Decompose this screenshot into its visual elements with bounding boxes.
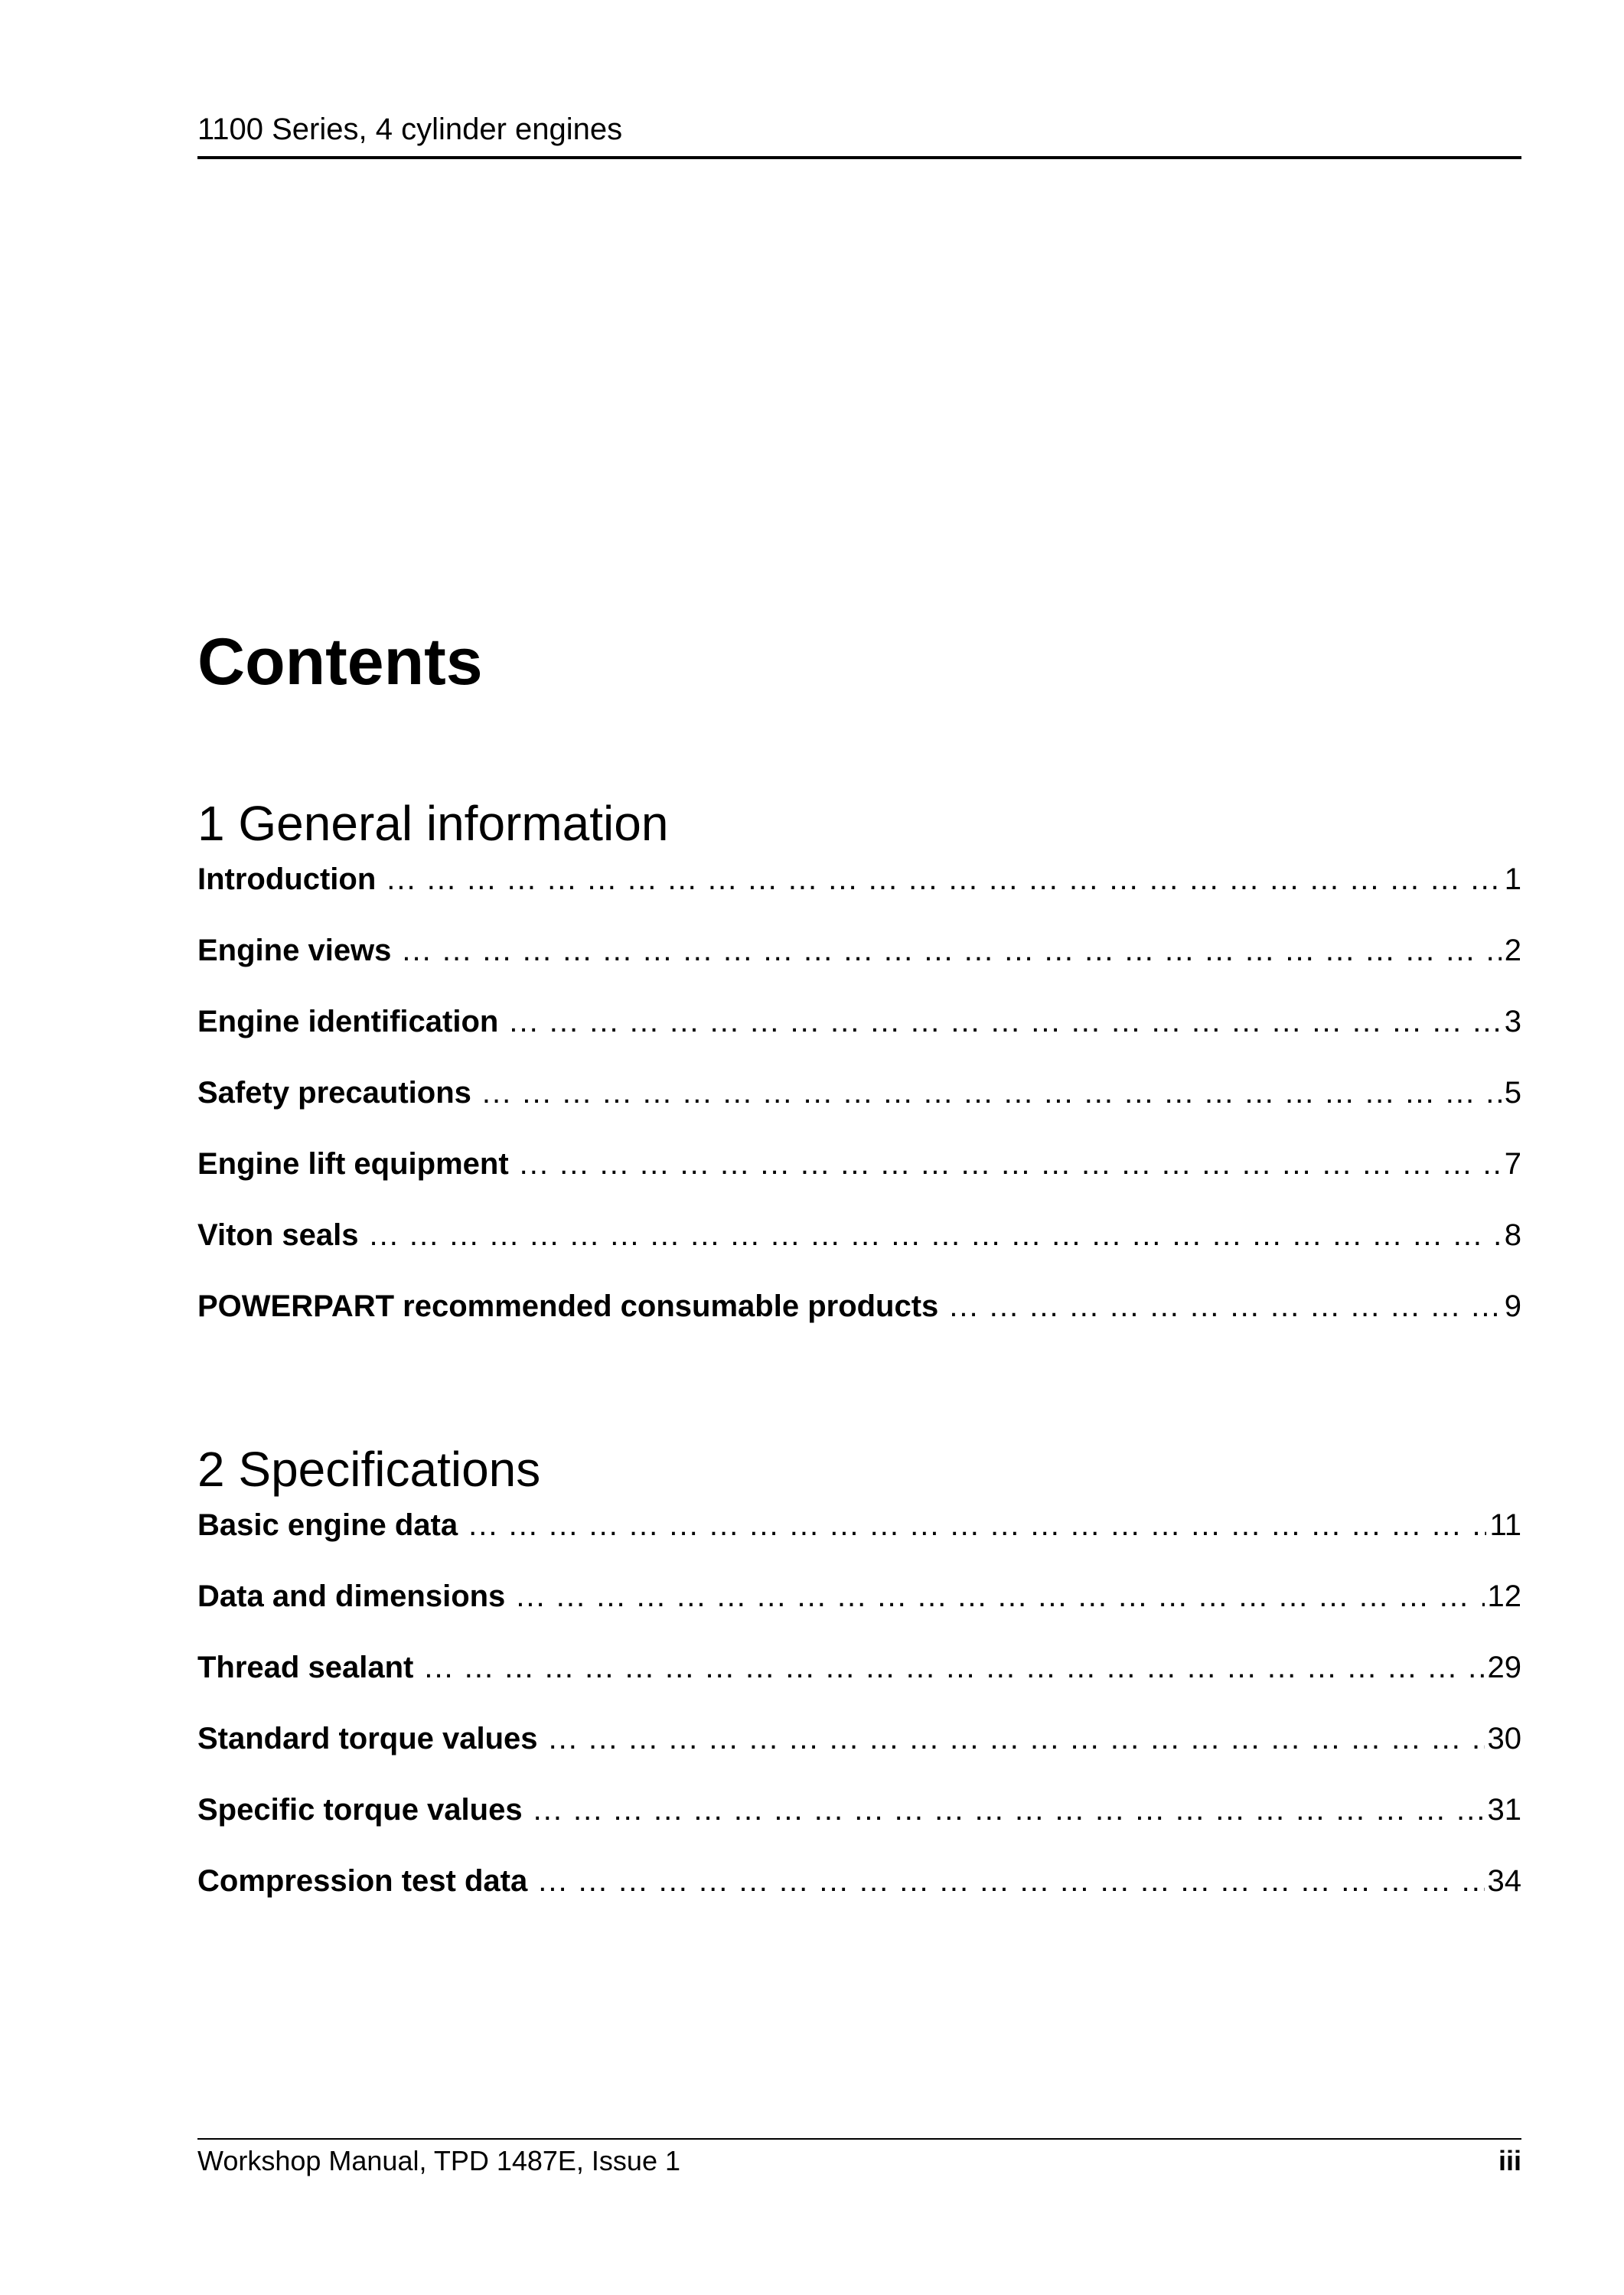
footer-page-number: iii: [1498, 2145, 1521, 2176]
toc-entry[interactable]: [197, 1645, 1521, 1716]
toc-entry[interactable]: [197, 1284, 1521, 1355]
toc-list: [197, 1503, 1521, 1930]
dot-leader: [509, 999, 1501, 1044]
header-text: 1100 Series, 4 cylinder engines: [197, 112, 623, 146]
toc-entry[interactable]: [197, 1142, 1521, 1213]
toc-entry[interactable]: [197, 1213, 1521, 1284]
dot-leader: [549, 1716, 1485, 1761]
page-title: Contents: [197, 625, 483, 699]
dot-leader: [516, 1574, 1484, 1619]
toc-entry-label: Introduction: [197, 862, 377, 896]
dot-leader: [369, 1213, 1501, 1257]
toc-entry-label: Engine views: [197, 934, 392, 967]
toc-entry-page: 8: [1504, 1218, 1521, 1252]
section-heading: 1 General information: [197, 796, 669, 851]
toc-entry-label: Basic engine data: [197, 1508, 458, 1542]
toc-entry-label: Compression test data: [197, 1864, 528, 1898]
dot-leader: [482, 1071, 1502, 1115]
toc-entry-page: 5: [1504, 1076, 1521, 1110]
dot-leader: [520, 1142, 1502, 1186]
toc-entry-page: 11: [1489, 1508, 1521, 1542]
toc-entry-page: 3: [1504, 1005, 1521, 1038]
toc-entry-label: Safety precautions: [197, 1076, 471, 1110]
toc-entry-page: 12: [1487, 1579, 1521, 1613]
toc-entry[interactable]: [197, 1716, 1521, 1788]
toc-entry[interactable]: [197, 999, 1521, 1071]
dot-leader: [533, 1788, 1485, 1832]
page-footer: [197, 2138, 1521, 2181]
toc-entry[interactable]: [197, 1503, 1521, 1574]
toc-entry-page: 2: [1504, 934, 1521, 967]
section-general-information: [197, 793, 1521, 1355]
toc-entry-label: POWERPART recommended consumable products: [197, 1289, 939, 1323]
toc-entry-label: Viton seals: [197, 1218, 359, 1252]
dot-leader: [538, 1859, 1484, 1903]
page-header: [197, 106, 1521, 159]
dot-leader: [468, 1503, 1486, 1547]
toc-entry-page: 9: [1504, 1289, 1521, 1323]
section-heading: 2 Specifications: [197, 1442, 541, 1497]
toc-entry[interactable]: [197, 1788, 1521, 1859]
toc-entry-label: Data and dimensions: [197, 1579, 506, 1613]
dot-leader: [386, 857, 1501, 901]
toc-entry-label: Specific torque values: [197, 1793, 523, 1827]
toc-entry-page: 7: [1504, 1147, 1521, 1181]
dot-leader: [949, 1284, 1501, 1328]
toc-entry-label: Engine identification: [197, 1005, 499, 1038]
section-specifications: [197, 1439, 1521, 1930]
dot-leader: [424, 1645, 1484, 1690]
footer-text: Workshop Manual, TPD 1487E, Issue 1: [197, 2145, 681, 2176]
toc-list: [197, 857, 1521, 1355]
toc-entry-label: Standard torque values: [197, 1722, 538, 1755]
toc-entry[interactable]: [197, 1574, 1521, 1645]
toc-entry[interactable]: [197, 928, 1521, 999]
toc-entry[interactable]: [197, 1859, 1521, 1930]
toc-entry-page: 1: [1504, 862, 1521, 896]
toc-entry-page: 31: [1487, 1793, 1521, 1827]
toc-entry-page: 30: [1487, 1722, 1521, 1755]
toc-entry-page: 34: [1487, 1864, 1521, 1898]
toc-entry-page: 29: [1487, 1651, 1521, 1684]
dot-leader: [402, 928, 1501, 973]
toc-entry-label: Engine lift equipment: [197, 1147, 509, 1181]
toc-entry-label: Thread sealant: [197, 1651, 414, 1684]
toc-entry[interactable]: [197, 857, 1521, 928]
toc-entry[interactable]: [197, 1071, 1521, 1142]
